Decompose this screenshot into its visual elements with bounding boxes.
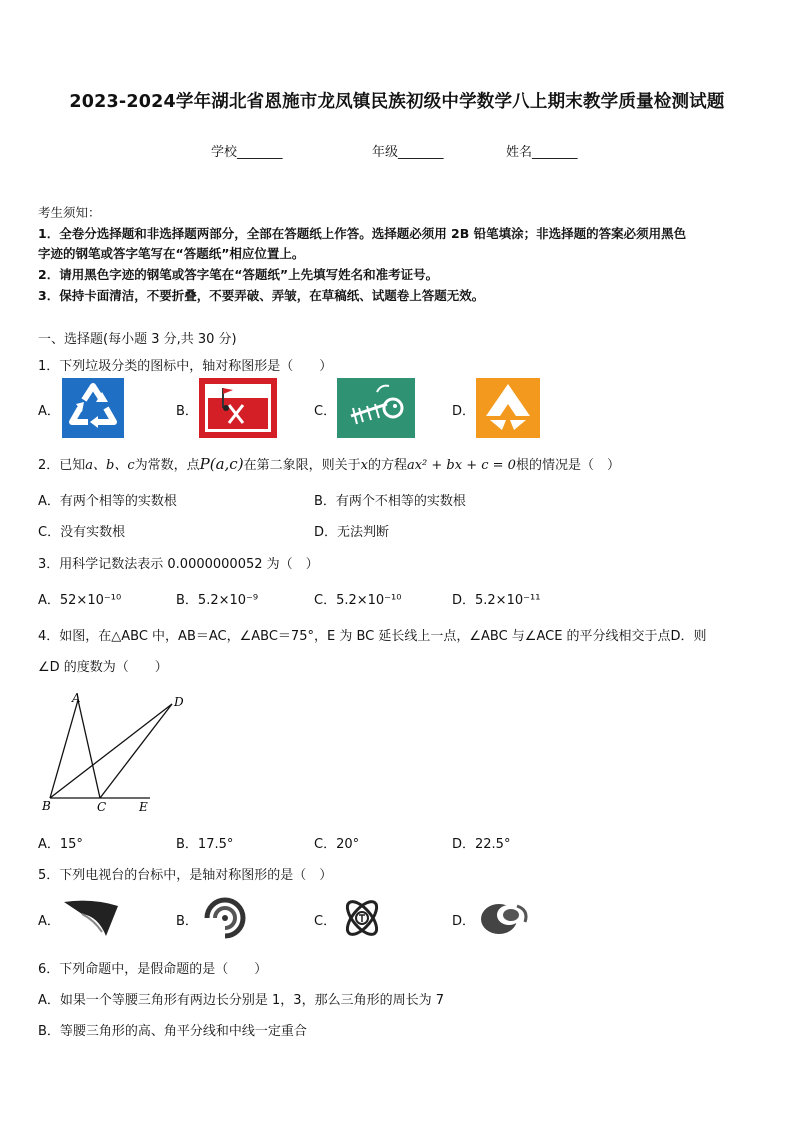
notice-line2: 2．请用黑色字迹的钢笔或答字笔在“答题纸”上先填写姓名和准考证号。: [38, 267, 439, 282]
q5-option-b-label: B．: [176, 914, 198, 929]
q5-option-c-label: C．: [314, 914, 337, 929]
q2-option-b: B．有两个不相等的实数根: [314, 494, 466, 509]
q2-stem-part3: 在第二象限，则关于: [243, 458, 361, 473]
segment-ac: [78, 700, 100, 798]
q2-stem-part1: 2．已知: [38, 458, 86, 473]
q2-stem-x: x: [360, 458, 368, 473]
label-b: B: [42, 799, 51, 813]
tv-logo-d-icon: [477, 896, 531, 942]
q2-stem-point: P(a,c): [199, 455, 244, 473]
q2-option-c: C．没有实数根: [38, 525, 126, 540]
notice-line1b: 字迹的钢笔或答字笔写在“答题纸”相应位置上。: [38, 246, 305, 261]
q2-stem: [38, 454, 620, 473]
name-field: 姓名_______: [506, 145, 578, 160]
q4-option-a: A．15°: [38, 837, 83, 852]
q1-stem: 1．下列垃圾分类的图标中，轴对称图形是（ ）: [38, 359, 333, 374]
q4-triangle-figure: [36, 688, 196, 820]
q1-option-a-label: A．: [38, 404, 60, 419]
label-d: D: [174, 695, 184, 709]
hazardous-waste-icon: [199, 378, 277, 442]
q4-option-c: C．20°: [314, 837, 360, 852]
q2-stem-equation: ax² + bx + c = 0: [406, 458, 516, 473]
q5-stem: 5．下列电视台的台标中，是轴对称图形的是（ ）: [38, 868, 333, 883]
notice-line3: 3．保持卡面清洁，不要折叠，不要弄破、弄皱，在草稿纸、试题卷上答题无效。: [38, 288, 485, 303]
q3-stem: 3．用科学记数法表示 0.0000000052 为（ ）: [38, 557, 319, 572]
q5-option-d-label: D．: [452, 914, 476, 929]
q4-stem-line1: 4．如图，在△ABC 中，AB＝AC，∠ABC＝75°，E 为 BC 延长线上一点，∠ABC 与∠ACE 的平分线相交于点D．则: [38, 629, 707, 644]
kitchen-waste-icon: [337, 378, 415, 442]
q4-stem-line2: ∠D 的度数为（ ）: [38, 660, 168, 675]
q1-option-b-label: B．: [176, 404, 198, 419]
q3-option-a: A．52×10⁻¹⁰: [38, 593, 122, 608]
q6-option-a: A．如果一个等腰三角形有两边长分别是 1，3，那么三角形的周长为 7: [38, 993, 444, 1008]
q6-option-b: B．等腰三角形的高、角平分线和中线一定重合: [38, 1024, 307, 1039]
notice-heading: 考生须知：: [38, 205, 101, 220]
section-heading: 一、选择题(每小题 3 分,共 30 分): [38, 332, 237, 347]
recycle-icon: [62, 378, 124, 442]
label-e: E: [139, 800, 148, 814]
tv-logo-b-icon: [203, 896, 247, 944]
segment-ba: [50, 700, 78, 798]
q4-option-d: D．22.5°: [452, 837, 511, 852]
tv-logo-a-icon: [62, 896, 120, 942]
label-c: C: [97, 800, 107, 814]
page-title: 2023-2024学年湖北省恩施市龙凤镇民族初级中学数学八上期末教学质量检测试题: [69, 92, 725, 112]
q2-stem-part5: 根的情况是（ ）: [515, 458, 620, 473]
q3-option-c: C．5.2×10⁻¹⁰: [314, 593, 402, 608]
q6-stem: 6．下列命题中，是假命题的是（ ）: [38, 962, 268, 977]
tv-logo-c-icon: [340, 895, 384, 945]
q3-option-b: B．5.2×10⁻⁹: [176, 593, 259, 608]
q1-option-d-label: D．: [452, 404, 476, 419]
q1-option-c-label: C．: [314, 404, 337, 419]
q2-stem-vars: a、b、c: [85, 458, 135, 473]
other-waste-icon: [476, 378, 540, 442]
label-a: A: [72, 691, 81, 705]
school-field: 学校_______: [211, 145, 283, 160]
q3-option-d: D．5.2×10⁻¹¹: [452, 593, 541, 608]
notice-line1a: 1．全卷分选择题和非选择题两部分，全部在答题纸上作答。选择题必须用 2B 铅笔填涂；非选择题的答案必须用黑色: [38, 226, 687, 241]
grade-field: 年级_______: [372, 145, 444, 160]
q2-stem-part4: 的方程: [367, 458, 407, 473]
q5-option-a-label: A．: [38, 914, 60, 929]
q4-option-b: B．17.5°: [176, 837, 234, 852]
q2-option-d: D．无法判断: [314, 525, 390, 540]
q2-stem-part2: 为常数，点: [134, 458, 200, 473]
q2-option-a: A．有两个相等的实数根: [38, 494, 177, 509]
